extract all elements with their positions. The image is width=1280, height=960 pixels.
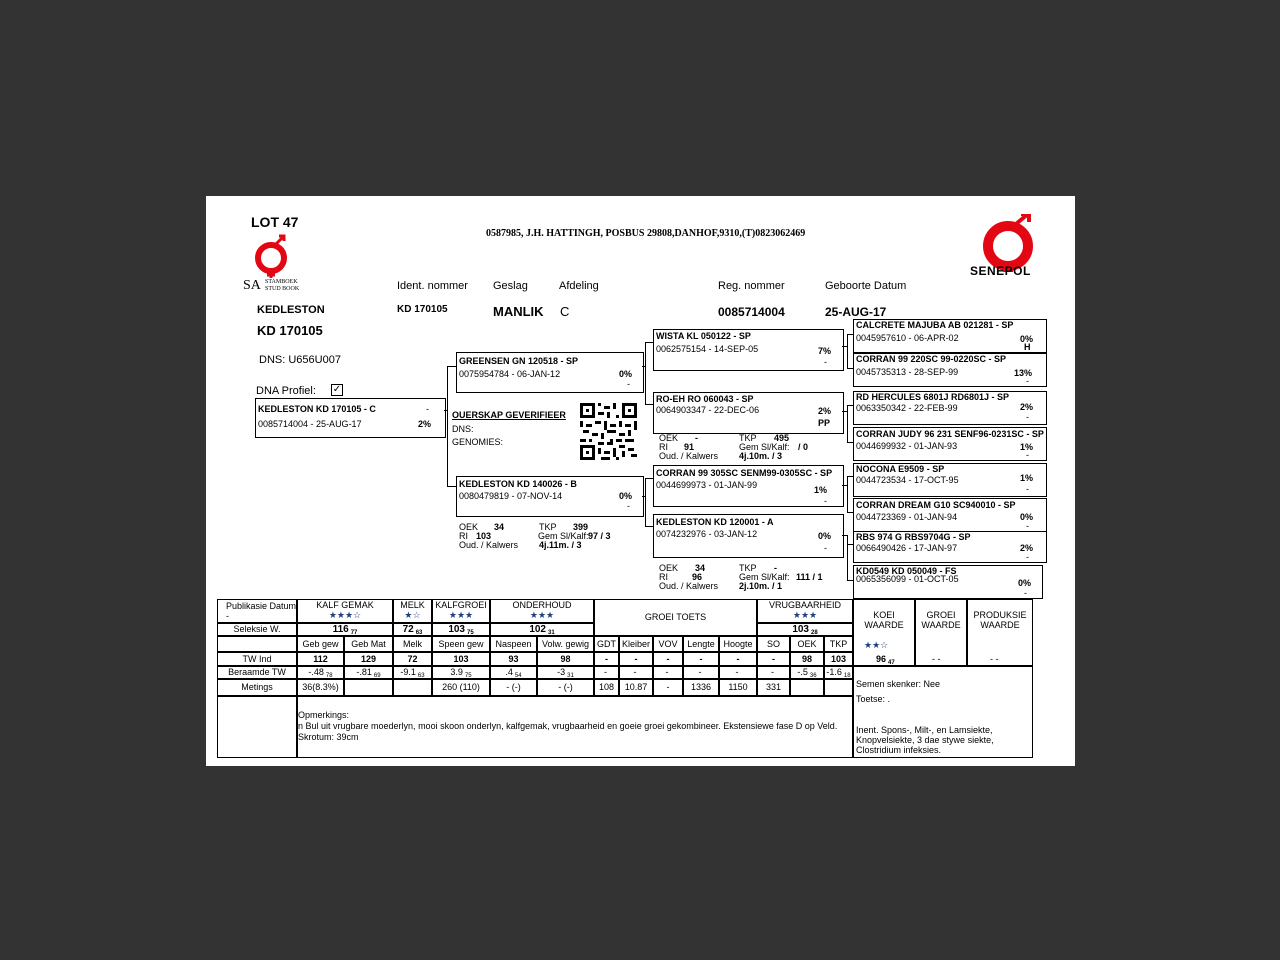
group-kalfgroei — [432, 599, 490, 623]
ggp-box-7 — [853, 531, 1047, 563]
met-value: 260 (110) — [432, 679, 490, 696]
gp2-gem-label: Gem Sl/Kalf: — [739, 442, 790, 452]
ggp-extra: - — [1026, 484, 1029, 494]
geslag-value: MANLIK — [493, 304, 544, 319]
ber-value — [393, 666, 432, 679]
sa-logo-sub2: STUD BOOK — [265, 286, 300, 292]
tw-value: - — [653, 652, 683, 666]
ber-value — [719, 666, 757, 679]
group-label: GROEI TOETS — [644, 612, 707, 622]
ber-acc: 75 — [464, 673, 472, 679]
column-header: Geb gew — [297, 636, 344, 652]
ber-num: -3 — [557, 667, 566, 677]
ggp-extra: - — [1026, 376, 1029, 386]
met-value — [344, 679, 393, 696]
inent-text: Inent. Spons-, Milt-, en Lamsiekte, Knopvelsiekte, 3 dae stywe siekte, Clostridium infeksies. — [856, 725, 994, 755]
ggp-name: CORRAN 99 220SC 99-0220SC - SP — [856, 354, 1007, 364]
ggp-extra: - — [1026, 450, 1029, 460]
ber-value — [537, 666, 594, 679]
ggp-extra: - — [1026, 552, 1029, 562]
gp-dash: - — [824, 357, 827, 367]
ggp-name: CORRAN JUDY 96 231 SENF96-0231SC - SP — [856, 429, 1044, 439]
ggp-name: RBS 974 G RBS9704G - SP — [856, 532, 971, 542]
dam-tkp-label: TKP — [539, 522, 557, 532]
ggp-box-1 — [853, 319, 1047, 353]
column-header: GDT — [594, 636, 619, 652]
dam-box — [456, 476, 644, 517]
group-label: VRUGBAARHEID — [768, 600, 841, 610]
group-groeitoets — [594, 599, 757, 636]
ggp-name: NOCONA E9509 - SP — [856, 464, 945, 474]
self-pct: 2% — [418, 419, 432, 429]
reg-value: 0085714004 — [718, 305, 785, 319]
ber-num: -.81 — [356, 667, 372, 677]
ber-value — [344, 666, 393, 679]
ggp-line2: 0045957610 - 06-APR-02 — [856, 333, 959, 343]
group-label: MELK — [400, 600, 425, 610]
group-label: KALF GEMAK — [316, 600, 374, 610]
gp2-oek-label: OEK — [659, 433, 679, 443]
column-header: Volw. gewig — [537, 636, 594, 652]
dam-dash: - — [627, 501, 630, 511]
gp-name: KEDLESTON KD 120001 - A — [656, 517, 774, 527]
self-line2: 0085714004 - 25-AUG-17 — [258, 419, 362, 429]
koei-label2: WAARDE — [864, 620, 904, 630]
ber-value — [594, 666, 619, 679]
ber-acc: 78 — [325, 673, 333, 679]
ggp-pct: 1% — [1020, 473, 1034, 483]
group-label: ONDERHOUD — [512, 600, 572, 610]
dam-gem: 97 / 3 — [588, 531, 611, 541]
gp-name: WISTA KL 050122 - SP — [656, 331, 751, 341]
gp2-ri: 91 — [684, 442, 695, 452]
gp-line2: 0064903347 - 22-DEC-06 — [656, 405, 760, 415]
animal-name: KEDLESTON — [257, 304, 325, 316]
tw-value: - — [619, 652, 653, 666]
stars-icon: ★★★ — [792, 610, 818, 620]
ber-value — [824, 666, 853, 679]
ggp-name: CORRAN DREAM G10 SC940010 - SP — [856, 500, 1016, 510]
afdeling-value: C — [560, 304, 570, 319]
koei-value: 96 $_{47}$ — [876, 654, 895, 666]
stars-icon: ★★☆ — [864, 640, 889, 650]
dam-oek-label: OEK — [459, 522, 479, 532]
column-header: VOV — [653, 636, 683, 652]
lot-number: LOT 47 — [251, 214, 299, 230]
semen-text: Semen skenker: Nee — [856, 679, 941, 689]
gp4-tkp-label: TKP — [739, 563, 757, 573]
gp-box-2 — [653, 392, 844, 434]
geboorte-value: 25-AUG-17 — [825, 305, 887, 319]
gp-pct: 1% — [814, 485, 828, 495]
gp-pct: 2% — [818, 406, 832, 416]
geboorte-label: Geboorte Datum — [825, 280, 907, 292]
prod-waarde-value: - - — [990, 654, 999, 664]
groei-waarde-value: - - — [932, 654, 941, 664]
column-header: Geb Mat — [344, 636, 393, 652]
opmerkings-text: n Bul uit vrugbare moederlyn, mooi skoon onderlyn, kalfgemak, vrugbaarheid en goeie groei gekombineer. Ekstensiewe fase D op Veld. Skrotum: 39cm — [298, 721, 838, 742]
column-header: TKP — [824, 636, 853, 652]
ber-num: - — [698, 667, 702, 677]
gp-extra: PP — [818, 418, 831, 428]
stars-icon: ★☆ — [404, 610, 421, 620]
senepol-logo-text: SENEPOL — [970, 264, 1031, 278]
sire-name: GREENSEN GN 120518 - SP — [459, 356, 579, 366]
dna-profiel-label: DNA Profiel: — [256, 385, 316, 397]
dam-oek: 34 — [494, 522, 505, 532]
gp-box-4 — [653, 514, 844, 558]
dam-line2: 0080479819 - 07-NOV-14 — [459, 491, 563, 501]
gp2-gem: / 0 — [798, 442, 809, 452]
ggp-name: KD0549 KD 050049 - FS — [856, 566, 957, 576]
ber-num: - — [735, 667, 739, 677]
dam-oud-label: Oud. / Kalwers — [459, 540, 519, 550]
column-header: Kleiber — [619, 636, 653, 652]
senepol-logo — [968, 214, 1058, 284]
ber-acc: 18 — [843, 673, 851, 679]
tw-value: - — [757, 652, 790, 666]
met-value: - — [653, 679, 683, 696]
ggp-pct: 0% — [1020, 512, 1034, 522]
qr-code-icon — [580, 403, 637, 460]
group-label: KALFGROEI — [435, 600, 487, 610]
column-header: Speen gew — [432, 636, 490, 652]
self-dash: - — [426, 404, 429, 414]
gp4-ri-label: RI — [659, 572, 668, 582]
ber-num: -1.6 — [826, 667, 842, 677]
group-kalfgemak — [297, 599, 393, 623]
ber-value — [297, 666, 344, 679]
gp2-tkp: 495 — [774, 433, 790, 443]
sa-logo-text: SA — [243, 278, 261, 293]
ggp-name: RD HERCULES 6801J RD6801J - SP — [856, 392, 1010, 402]
gp4-oek: 34 — [695, 563, 706, 573]
prod-waarde-cell — [967, 599, 1033, 666]
ber-acc: 36 — [809, 673, 817, 679]
gp2-oud-label: Oud. / Kalwers — [659, 451, 719, 461]
tw-value: 98 — [790, 652, 824, 666]
sire-pct: 0% — [619, 369, 633, 379]
ggp-box-2 — [853, 353, 1047, 387]
ber-value — [432, 666, 490, 679]
column-header: Hoogte — [719, 636, 757, 652]
gp-line2: 0062575154 - 14-SEP-05 — [656, 344, 759, 354]
ident-value: KD 170105 — [397, 304, 448, 315]
ber-acc: 54 — [514, 673, 522, 679]
ggp-pct: 2% — [1020, 402, 1034, 412]
dam-oud: 4j.11m. / 3 — [539, 540, 582, 550]
ber-value — [757, 666, 790, 679]
met-value: - (-) — [490, 679, 537, 696]
ber-label: Beraamde TW — [217, 666, 297, 679]
group-onderhoud — [490, 599, 594, 623]
gp-dash: - — [824, 496, 827, 506]
ggp-box-6 — [853, 498, 1047, 532]
seleksie-kalfgemak: 116 $_{77}$ — [297, 623, 393, 636]
met-value — [824, 679, 853, 696]
ber-acc: 63 — [417, 673, 425, 679]
seleksie-melk: 72 $_{63}$ — [393, 623, 432, 636]
column-header: OEK — [790, 636, 824, 652]
pub-cell — [217, 599, 297, 623]
ggp-box-5 — [853, 463, 1047, 497]
opmerkings-label: Opmerkings: — [298, 710, 350, 720]
seleksie-kalfgroei: 103 $_{75}$ — [432, 623, 490, 636]
opmerkings-cell — [297, 696, 853, 758]
tw-label: TW Ind — [217, 652, 297, 666]
tw-value: 103 — [432, 652, 490, 666]
tw-value: 103 — [824, 652, 853, 666]
gp4-oud: 2j.10m. / 1 — [739, 581, 783, 591]
pedigree-certificate — [206, 196, 1075, 766]
ggp-box-8 — [853, 565, 1043, 599]
met-value — [790, 679, 824, 696]
prod-label2: WAARDE — [980, 620, 1020, 630]
sa-logo-sub1: STAMBOEK — [265, 279, 298, 285]
breeder-line: 0587985, J.H. HATTINGH, POSBUS 29808,DANHOF,9310,(T)0823062469 — [486, 228, 806, 239]
ggp-extra: H — [1024, 342, 1031, 352]
tw-value: - — [594, 652, 619, 666]
ber-value — [490, 666, 537, 679]
afdeling-label: Afdeling — [559, 280, 599, 292]
dam-gem-label: Gem Sl/Kalf: — [538, 531, 589, 541]
gp-name: RO-EH RO 060043 - SP — [656, 394, 754, 404]
ggp-extra: - — [1024, 588, 1027, 598]
reg-label: Reg. nommer — [718, 280, 785, 292]
ber-acc: 69 — [373, 673, 381, 679]
met-value: - (-) — [537, 679, 594, 696]
ggp-box-3 — [853, 391, 1047, 425]
ggp-pct: 1% — [1020, 442, 1034, 452]
sire-box — [456, 352, 644, 393]
empty-corner — [217, 636, 297, 652]
ber-num: -.48 — [308, 667, 324, 677]
gp2-oek: - — [695, 433, 698, 443]
gp4-tkp: - — [774, 563, 777, 573]
gp2-ri-label: RI — [659, 442, 668, 452]
dam-tkp: 399 — [573, 522, 589, 532]
ggp-extra: - — [1026, 521, 1029, 531]
column-header: Lengte — [683, 636, 719, 652]
gp-line2: 0074232976 - 03-JAN-12 — [656, 529, 758, 539]
parentage-dns: DNS: — [452, 424, 474, 434]
ggp-line2: 0063350342 - 22-FEB-99 — [856, 403, 958, 413]
ber-num: - — [633, 667, 637, 677]
met-value: 108 — [594, 679, 619, 696]
ber-num: - — [604, 667, 607, 677]
prod-label1: PRODUKSIE — [973, 610, 1027, 620]
tw-value: 93 — [490, 652, 537, 666]
dam-ri: 103 — [476, 531, 492, 541]
ber-value — [683, 666, 719, 679]
seleksie-onderhoud: 102 $_{31}$ — [490, 623, 594, 636]
ggp-line2: 0065356099 - 01-OCT-05 — [856, 574, 959, 584]
ber-acc: 31 — [567, 673, 574, 679]
ident-label: Ident. nommer — [397, 280, 468, 292]
sire-dash: - — [627, 379, 630, 389]
dam-ri-label: RI — [459, 531, 468, 541]
groei-label2: WAARDE — [921, 620, 961, 630]
opmerkings-left — [217, 696, 297, 758]
group-melk — [393, 599, 432, 623]
pub-label: Publikasie Datum — [226, 601, 297, 611]
ber-num: - — [771, 667, 774, 677]
dam-name: KEDLESTON KD 140026 - B — [459, 479, 577, 489]
gp2-oud: 4j.10m. / 3 — [739, 451, 783, 461]
gp-box-3 — [653, 465, 844, 507]
ggp-pct: 13% — [1014, 368, 1033, 378]
tw-value: 112 — [297, 652, 344, 666]
dna-profiel-checkbox: ✓ — [332, 384, 342, 395]
gp-pct: 7% — [818, 346, 832, 356]
tw-value: - — [683, 652, 719, 666]
gp4-gem: 111 / 1 — [796, 572, 823, 582]
self-name: KEDLESTON KD 170105 - C — [258, 404, 376, 414]
column-header: Naspeen — [490, 636, 537, 652]
sa-stamboek-logo — [243, 234, 316, 296]
ber-num: -.5 — [797, 667, 808, 677]
groei-waarde-cell — [915, 599, 967, 666]
ber-num: - — [665, 667, 669, 677]
ber-value — [790, 666, 824, 679]
ggp-line2: 0066490426 - 17-JAN-97 — [856, 543, 958, 553]
gp4-ri: 96 — [692, 572, 703, 582]
dns-value: DNS: U656U007 — [259, 354, 341, 366]
tw-value: 72 — [393, 652, 432, 666]
column-header: Melk — [393, 636, 432, 652]
stars-icon: ★★★ — [529, 610, 555, 620]
sire-line2: 0075954784 - 06-JAN-12 — [459, 369, 561, 379]
koei-label1: KOEI — [873, 610, 895, 620]
ber-num: 3.9 — [450, 667, 463, 677]
ggp-box-4 — [853, 427, 1047, 461]
gp-box-1 — [653, 329, 844, 371]
stars-icon: ★★★☆ — [328, 610, 362, 620]
met-value: 1150 — [719, 679, 757, 696]
animal-id: KD 170105 — [257, 323, 323, 338]
ggp-line2: 0044699932 - 01-JAN-93 — [856, 441, 958, 451]
ggp-line2: 0045735313 - 28-SEP-99 — [856, 367, 959, 377]
toetse-text: Toetse: . — [856, 694, 891, 704]
gp2-tkp-label: TKP — [739, 433, 757, 443]
groei-label1: GROEI — [926, 610, 956, 620]
ber-num: .4 — [505, 667, 513, 677]
met-value: 10.87 — [619, 679, 653, 696]
ber-num: -9.1 — [400, 667, 416, 677]
ggp-pct: 0% — [1020, 334, 1034, 344]
dam-pct: 0% — [619, 491, 633, 501]
gp-dash: - — [824, 543, 827, 553]
tw-value: 98 — [537, 652, 594, 666]
self-box — [255, 398, 446, 438]
group-vrugbaarheid — [757, 599, 853, 623]
seleksie-label: Seleksie W. — [217, 623, 297, 636]
stars-icon: ★★★ — [448, 610, 474, 620]
gp-name: CORRAN 99 305SC SENM99-0305SC - SP — [656, 468, 833, 478]
gp-pct: 0% — [818, 531, 832, 541]
met-value: 36(8.3%) — [297, 679, 344, 696]
tw-value: - — [719, 652, 757, 666]
pub-dash: - — [226, 611, 229, 621]
gp4-gem-label: Gem Sl/Kalf: — [739, 572, 790, 582]
gp-line2: 0044699973 - 01-JAN-99 — [656, 480, 758, 490]
ggp-pct: 2% — [1020, 543, 1034, 553]
ggp-line2: 0044723369 - 01-JAN-94 — [856, 512, 958, 522]
ggp-extra: - — [1026, 412, 1029, 422]
notes-right-cell — [853, 666, 1033, 758]
ber-value — [653, 666, 683, 679]
ggp-pct: 0% — [1018, 578, 1032, 588]
ggp-line2: 0044723534 - 17-OCT-95 — [856, 475, 959, 485]
column-header: SO — [757, 636, 790, 652]
met-value: 331 — [757, 679, 790, 696]
seleksie-vrugbaarheid: 103 $_{28}$ — [757, 623, 853, 636]
met-value: 1336 — [683, 679, 719, 696]
gp4-oek-label: OEK — [659, 563, 679, 573]
met-value — [393, 679, 432, 696]
gp4-oud-label: Oud. / Kalwers — [659, 581, 719, 591]
ggp-name: CALCRETE MAJUBA AB 021281 - SP — [856, 320, 1014, 330]
parentage-genomies: GENOMIES: — [452, 437, 504, 447]
geslag-label: Geslag — [493, 280, 528, 292]
ber-value — [619, 666, 653, 679]
parentage-title: OUERSKAP GEVERIFIEER — [452, 410, 566, 420]
met-label: Metings — [217, 679, 297, 696]
tw-value: 129 — [344, 652, 393, 666]
